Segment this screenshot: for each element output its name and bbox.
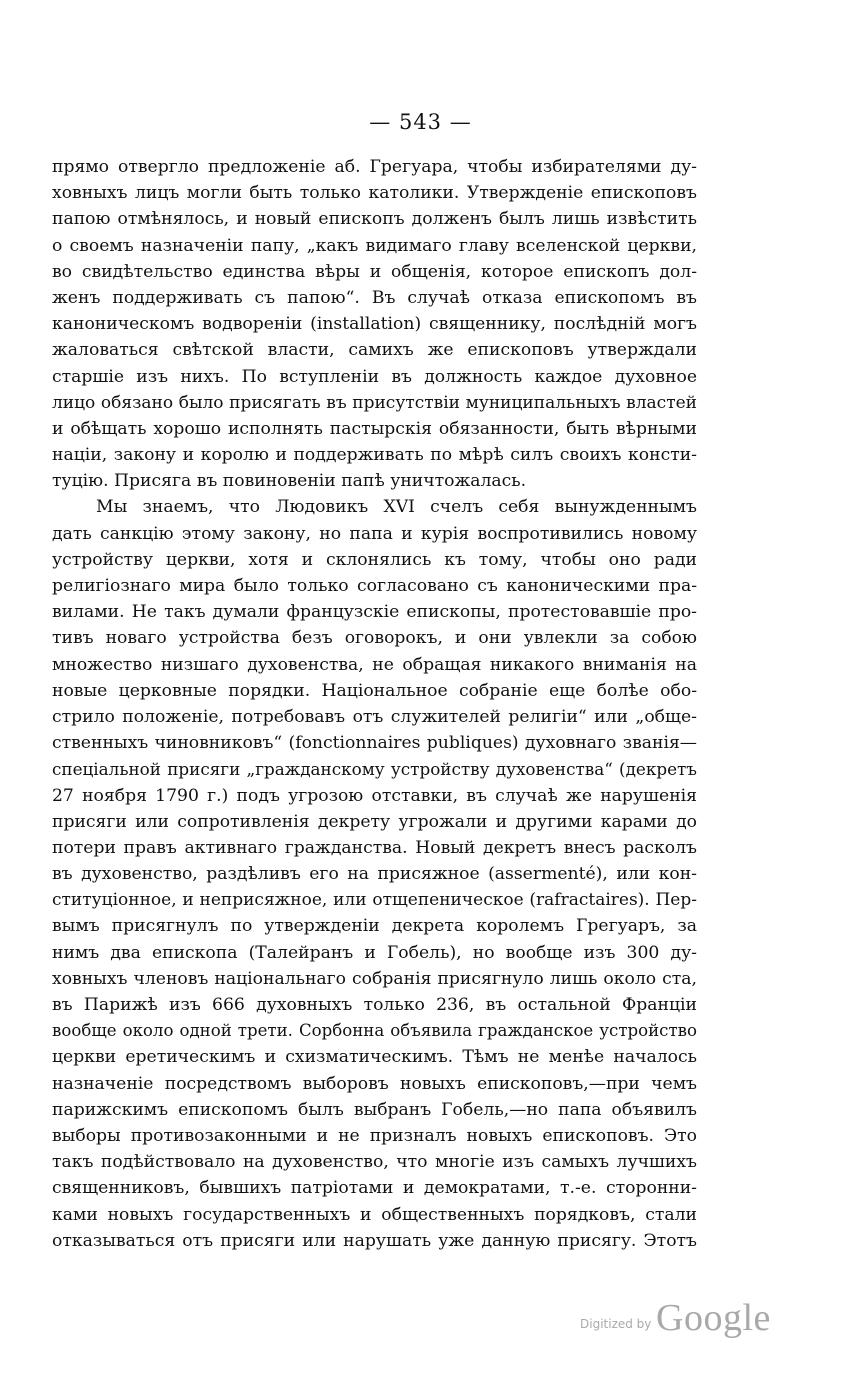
text-line: религіознаго мира было только согласовано съ каноническими пра-: [52, 576, 697, 596]
digitized-by-label: Digitized by: [580, 1317, 652, 1331]
text-line: вымъ присягнулъ по утвержденіи декрета королемъ Грегуаръ, за: [52, 916, 697, 937]
text-line: церкви еретическимъ и схизматическимъ. Тѣмъ не менѣе началось: [52, 1047, 697, 1068]
text-line: спеціальной присяги „гражданскому устройству духовенства“ (декретъ: [52, 759, 697, 780]
text-line: тивъ новаго устройства безъ оговорокъ, и они увлекли за собою: [52, 628, 697, 649]
text-line: потери правъ активнаго гражданства. Новый декретъ внесъ расколъ: [52, 837, 697, 858]
text-line: парижскимъ епископомъ былъ выбранъ Гобель,—но папа объявилъ: [52, 1099, 697, 1120]
text-line: вообще около одной трети. Сорбонна объявила гражданское устройство: [52, 1021, 697, 1041]
text-line: назначеніе посредствомъ выборовъ новыхъ епископовъ,—при чемъ: [52, 1073, 697, 1094]
text-line: лицо обязано было присягать въ присутствіи муниципальныхъ властей: [52, 392, 697, 413]
text-line: и обѣщать хорошо исполнять пастырскія обязанности, быть вѣрными: [52, 418, 697, 439]
text-line: присяги или сопротивленія декрету угрожали и другими карами до: [52, 811, 697, 832]
text-line: ственныхъ чиновниковъ“ (fonctionnaires publiques) духовнаго званія—: [52, 733, 697, 754]
text-line: націи, закону и королю и поддерживать по мѣрѣ силъ своихъ консти-: [52, 445, 697, 466]
paragraph-1: [52, 154, 697, 494]
text-line: новые церковные порядки. Національное собраніе еще болѣе обо-: [52, 680, 697, 701]
text-line: ховныхъ членовъ національнаго собранія присягнуло лишь около ста,: [52, 968, 697, 989]
text-line: о своемъ назначеніи папу, „какъ видимаго главу вселенской церкви,: [52, 235, 697, 256]
body-text: [52, 154, 697, 1254]
text-line: 27 ноября 1790 г.) подъ угрозою отставки, въ случаѣ же нарушенія: [52, 785, 697, 806]
text-line: каноническомъ водвореніи (installation) священнику, послѣдній могъ: [52, 314, 697, 335]
text-line: Мы знаемъ, что Людовикъ XVI счелъ себя вынужденнымъ: [96, 497, 697, 518]
text-line: такъ подѣйствовало на духовенство, что многіе изъ самыхъ лучшихъ: [52, 1152, 697, 1173]
text-line: стрило положеніе, потребовавъ отъ служителей религіи“ или „обще-: [52, 706, 697, 727]
text-line: множество низшаго духовенства, не обращая никакого вниманія на: [52, 654, 697, 675]
text-line: устройству церкви, хотя и склонялись къ тому, чтобы оно ради: [52, 549, 697, 570]
text-line: папою отмѣнялось, и новый епископъ долженъ былъ лишь извѣстить: [52, 209, 697, 230]
text-line: во свидѣтельство единства вѣры и общенія, которое епископъ дол-: [52, 261, 697, 282]
text-line: ховныхъ лицъ могли быть только католики. Утвержденіе епископовъ: [52, 183, 697, 204]
text-line: выборы противозаконными и не призналъ новыхъ епископовъ. Это: [52, 1125, 697, 1146]
digitized-watermark: [580, 1296, 780, 1346]
text-line: прямо отвергло предложеніе аб. Грегуара, чтобы избирателями ду-: [52, 157, 697, 177]
text-line: вилами. Не такъ думали французскіе епископы, протестовавшіе про-: [52, 602, 697, 623]
paragraph-2: [52, 494, 697, 1253]
page-number: — 543 —: [369, 110, 472, 134]
text-line: женъ поддерживать съ папою“. Въ случаѣ отказа епископомъ въ: [52, 287, 697, 308]
text-line: туцію. Присяга въ повиновеніи папѣ уничтожалась.: [52, 471, 527, 492]
text-line: въ духовенство, раздѣливъ его на присяжное (assermenté), или кон-: [52, 864, 697, 885]
text-line: нимъ два епископа (Талейранъ и Гобель), но вообще изъ 300 ду-: [52, 942, 697, 963]
text-line: ституціонное, и неприсяжное, или отщепеническое (rafractaires). Пер-: [52, 890, 697, 911]
text-line: отказываться отъ присяги или нарушать уже данную присягу. Этотъ: [52, 1230, 697, 1251]
text-line: священниковъ, бывшихъ патріотами и демократами, т.-е. сторонни-: [52, 1178, 697, 1199]
google-logo: Google: [656, 1297, 771, 1339]
text-line: жаловаться свѣтской власти, самихъ же епископовъ утверждали: [52, 340, 697, 361]
text-line: ками новыхъ государственныхъ и общественныхъ порядковъ, стали: [52, 1204, 697, 1225]
text-line: дать санкцію этому закону, но папа и курія воспротивились новому: [52, 523, 697, 544]
text-line: старшіе изъ нихъ. По вступленіи въ должность каждое духовное: [52, 366, 697, 387]
text-line: въ Парижѣ изъ 666 духовныхъ только 236, въ остальной Франціи: [52, 995, 697, 1015]
